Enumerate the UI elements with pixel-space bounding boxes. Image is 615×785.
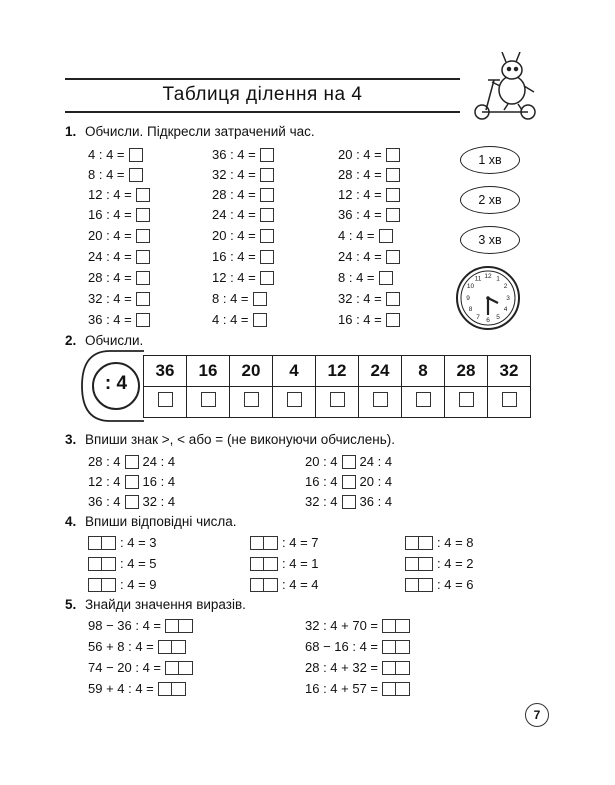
task5-heading [65,597,246,612]
grid-answer-cell [187,387,230,418]
digit-box[interactable] [250,557,264,571]
clock-number: 5 [496,314,500,321]
compare-left: 12 : 4 [88,474,121,489]
expression-text: 59 + 4 : 4 = [88,681,154,696]
task1-heading [65,124,315,139]
digit-box[interactable] [405,578,419,592]
two-digit-box[interactable] [382,682,410,696]
answer-box[interactable] [201,392,216,407]
compare-row [305,494,392,509]
two-digit-box[interactable] [250,557,278,571]
answer-box[interactable] [136,292,150,306]
time-option-1min[interactable]: 1 хв [460,146,520,174]
eq-text: 8 : 4 = [212,291,249,306]
two-digit-box[interactable] [88,557,116,571]
digit-box[interactable] [158,640,172,654]
compare-row [88,494,175,509]
task1-eq [212,249,274,264]
digit-box[interactable] [172,682,186,696]
digit-box[interactable] [396,640,410,654]
task1-eq [338,167,400,182]
compare-left: 36 : 4 [88,494,121,509]
eq-text: 24 : 4 = [212,207,256,222]
grid-number: 36 [144,356,187,387]
task1-eq [212,167,274,182]
eq-text: 20 : 4 = [338,147,382,162]
two-digit-box[interactable] [158,682,186,696]
task1-eq [338,207,400,222]
grid-answer-cell [488,387,531,418]
missing-dividend-row [250,535,319,550]
grid-answer-cell [402,387,445,418]
compare-right: 32 : 4 [142,494,176,509]
expression-row [88,618,193,633]
compare-row [88,454,175,469]
eq-text: 24 : 4 = [338,249,382,264]
clock-number: 7 [476,314,480,321]
task1-eq [212,228,274,243]
clock-number: 8 [468,306,473,313]
equation-tail: : 4 = 2 [437,556,474,571]
answer-box[interactable] [260,148,274,162]
answer-box[interactable] [459,392,474,407]
grid-answer-cell [273,387,316,418]
task5-text: Знайди значення виразів. [85,597,246,612]
equation-tail: : 4 = 3 [120,535,157,550]
sign-box[interactable] [342,455,356,469]
eq-text: 16 : 4 = [212,249,256,264]
digit-box[interactable] [396,619,410,633]
task3-number: 3. [65,432,77,447]
task1-eq [88,249,150,264]
page-number: 7 [525,703,549,727]
task1-eq [338,312,400,327]
digit-box[interactable] [88,578,102,592]
digit-box[interactable] [382,619,396,633]
eq-text: 36 : 4 = [88,312,132,327]
expression-text: 56 + 8 : 4 = [88,639,154,654]
missing-dividend-row [250,556,319,571]
digit-box[interactable] [396,682,410,696]
grid-answer-cell [316,387,359,418]
task1-eq [338,187,400,202]
answer-box[interactable] [260,208,274,222]
sign-box[interactable] [342,495,356,509]
two-digit-box[interactable] [165,661,193,675]
digit-box[interactable] [179,619,193,633]
eq-text: 12 : 4 = [338,187,382,202]
grid-answer-cell [230,387,273,418]
task1-eq [212,207,274,222]
compare-row [305,474,392,489]
two-digit-box[interactable] [88,578,116,592]
digit-box[interactable] [382,682,396,696]
eq-text: 12 : 4 = [212,270,256,285]
equation-tail: : 4 = 5 [120,556,157,571]
answer-box[interactable] [136,271,150,285]
grid-answer-cell [359,387,402,418]
task1-eq [212,187,274,202]
two-digit-box[interactable] [405,578,433,592]
task1-eq [338,249,400,264]
clock-number: 3 [506,295,510,302]
expression-text: 98 − 36 : 4 = [88,618,162,633]
compare-right: 24 : 4 [142,454,176,469]
eq-text: 4 : 4 = [212,312,249,327]
eq-text: 36 : 4 = [338,207,382,222]
two-digit-box[interactable] [88,536,116,550]
missing-dividend-row [88,577,157,592]
answer-box[interactable] [136,188,150,202]
digit-box[interactable] [165,661,179,675]
digit-box[interactable] [419,578,433,592]
missing-dividend-row [405,577,474,592]
two-digit-box[interactable] [405,557,433,571]
task4-number: 4. [65,514,77,529]
eq-text: 32 : 4 = [88,291,132,306]
eq-text: 16 : 4 = [88,207,132,222]
answer-box[interactable] [260,229,274,243]
equation-tail: : 4 = 4 [282,577,319,592]
two-digit-box[interactable] [382,640,410,654]
equation-tail: : 4 = 7 [282,535,319,550]
expression-text: 16 : 4 + 57 = [305,681,379,696]
answer-box[interactable] [386,148,400,162]
task2-number: 2. [65,333,77,348]
expression-row [88,660,193,675]
task1-eq [88,207,150,222]
sign-box[interactable] [342,475,356,489]
grid-answer-cell [144,387,187,418]
eq-text: 8 : 4 = [88,167,125,182]
task1-eq [88,312,150,327]
digit-box[interactable] [405,536,419,550]
task1-eq [88,187,150,202]
digit-box[interactable] [419,536,433,550]
task1-text: Обчисли. Підкресли затрачений час. [85,124,315,139]
two-digit-box[interactable] [382,661,410,675]
task1-eq [338,147,400,162]
compare-left: 16 : 4 [305,474,338,489]
task2-text: Обчисли. [85,333,144,348]
grid-number: 28 [445,356,488,387]
digit-box[interactable] [264,536,278,550]
expression-text: 68 − 16 : 4 = [305,639,379,654]
digit-box[interactable] [264,578,278,592]
task1-eq [212,147,274,162]
answer-box[interactable] [244,392,259,407]
digit-box[interactable] [179,661,193,675]
two-digit-box[interactable] [158,640,186,654]
task5-number: 5. [65,597,77,612]
digit-box[interactable] [102,536,116,550]
compare-right: 24 : 4 [359,454,393,469]
expression-row [305,639,410,654]
task1-eq [212,270,274,285]
digit-box[interactable] [172,640,186,654]
grid-number: 20 [230,356,273,387]
sign-box[interactable] [125,475,139,489]
clock-number: 2 [503,283,508,290]
digit-box[interactable] [250,536,264,550]
task3-text: Впиши знак >, < або = (не виконуючи обчислень). [85,432,396,447]
answer-box[interactable] [158,392,173,407]
eq-text: 32 : 4 = [338,291,382,306]
equation-tail: : 4 = 8 [437,535,474,550]
compare-right: 36 : 4 [359,494,393,509]
answer-box[interactable] [386,313,400,327]
time-option-2min[interactable]: 2 хв [460,186,520,214]
eq-text: 16 : 4 = [338,312,382,327]
task1-eq [212,312,267,327]
eq-text: 20 : 4 = [88,228,132,243]
answer-box[interactable] [330,392,345,407]
expression-row [305,660,410,675]
grid-number: 24 [359,356,402,387]
digit-box[interactable] [165,619,179,633]
answer-box[interactable] [129,148,143,162]
page-title: Таблиця ділення на 4 [162,84,363,105]
missing-dividend-row [88,535,157,550]
digit-box[interactable] [396,661,410,675]
eq-text: 8 : 4 = [338,270,375,285]
answer-row [144,387,531,418]
eq-text: 4 : 4 = [88,147,125,162]
answer-box[interactable] [386,168,400,182]
two-digit-box[interactable] [250,578,278,592]
equation-tail: : 4 = 6 [437,577,474,592]
task3-heading [65,432,395,447]
answer-box[interactable] [253,292,267,306]
digit-box[interactable] [102,578,116,592]
answer-box[interactable] [136,313,150,327]
expression-text: 74 − 20 : 4 = [88,660,162,675]
task1-eq [88,147,143,162]
eq-text: 32 : 4 = [212,167,256,182]
title-line-bottom [65,111,460,113]
answer-box[interactable] [260,188,274,202]
expression-row [88,639,186,654]
answer-box[interactable] [253,313,267,327]
digit-box[interactable] [102,557,116,571]
answer-box[interactable] [502,392,517,407]
missing-dividend-row [250,577,319,592]
task1-eq [338,291,400,306]
sign-box[interactable] [125,455,139,469]
compare-left: 32 : 4 [305,494,338,509]
answer-box[interactable] [136,208,150,222]
digit-box[interactable] [88,557,102,571]
digit-box[interactable] [158,682,172,696]
answer-box[interactable] [136,250,150,264]
grid-number: 32 [488,356,531,387]
answer-box[interactable] [416,392,431,407]
compare-row [88,474,175,489]
missing-dividend-row [405,556,474,571]
equation-tail: : 4 = 9 [120,577,157,592]
missing-dividend-row [88,556,157,571]
task1-eq [212,291,267,306]
answer-box[interactable] [379,229,393,243]
task1-number: 1. [65,124,77,139]
compare-left: 28 : 4 [88,454,121,469]
eq-text: 28 : 4 = [338,167,382,182]
eq-text: 24 : 4 = [88,249,132,264]
two-digit-box[interactable] [405,536,433,550]
digit-box[interactable] [382,661,396,675]
answer-box[interactable] [379,271,393,285]
eq-text: 36 : 4 = [212,147,256,162]
grid-number: 12 [316,356,359,387]
answer-box[interactable] [260,168,274,182]
expression-text: 32 : 4 + 70 = [305,618,379,633]
answer-box[interactable] [386,188,400,202]
grid-answer-cell [445,387,488,418]
task1-eq [88,228,150,243]
two-digit-box[interactable] [382,619,410,633]
number-row [144,356,531,387]
eq-text: 20 : 4 = [212,228,256,243]
grid-number: 4 [273,356,316,387]
equation-tail: : 4 = 1 [282,556,319,571]
digit-box[interactable] [88,536,102,550]
task2-heading [65,333,143,348]
task1-eq [88,270,150,285]
clock-number: 11 [474,275,482,283]
answer-box[interactable] [287,392,302,407]
two-digit-box[interactable] [165,619,193,633]
sign-box[interactable] [125,495,139,509]
missing-dividend-row [405,535,474,550]
digit-box[interactable] [405,557,419,571]
answer-box[interactable] [136,229,150,243]
eq-text: 12 : 4 = [88,187,132,202]
answer-box[interactable] [129,168,143,182]
digit-box[interactable] [419,557,433,571]
digit-box[interactable] [382,640,396,654]
expression-row [88,681,186,696]
bunny-scooter-illustration [468,52,546,122]
division-grid [143,355,531,418]
task1-eq [338,228,393,243]
clock-number: 6 [486,317,490,324]
answer-box[interactable] [386,292,400,306]
expression-row [305,681,410,696]
task4-text: Впиши відповідні числа. [85,514,237,529]
digit-box[interactable] [250,578,264,592]
grid-number: 8 [402,356,445,387]
clock-number: 12 [484,273,492,280]
clock-number: 9 [466,295,470,302]
answer-box[interactable] [260,250,274,264]
two-digit-box[interactable] [250,536,278,550]
clock-icon [455,265,521,331]
compare-right: 16 : 4 [142,474,176,489]
task4-heading [65,514,237,529]
clock-number: 10 [466,283,475,290]
compare-row [305,454,392,469]
task1-eq [88,291,150,306]
answer-box[interactable] [260,271,274,285]
time-option-3min[interactable]: 3 хв [460,226,520,254]
title-line-top [65,78,460,80]
task1-eq [88,167,143,182]
answer-box[interactable] [386,250,400,264]
clock-number: 4 [503,306,508,313]
digit-box[interactable] [264,557,278,571]
clock-number: 1 [496,275,500,283]
compare-left: 20 : 4 [305,454,338,469]
eq-text: 28 : 4 = [212,187,256,202]
task1-eq [338,270,393,285]
answer-box[interactable] [373,392,388,407]
expression-text: 28 : 4 + 32 = [305,660,379,675]
answer-box[interactable] [386,208,400,222]
expression-row [305,618,410,633]
eq-text: 4 : 4 = [338,228,375,243]
divisor-label: : 4 [104,373,128,394]
grid-number: 16 [187,356,230,387]
eq-text: 28 : 4 = [88,270,132,285]
compare-right: 20 : 4 [359,474,393,489]
